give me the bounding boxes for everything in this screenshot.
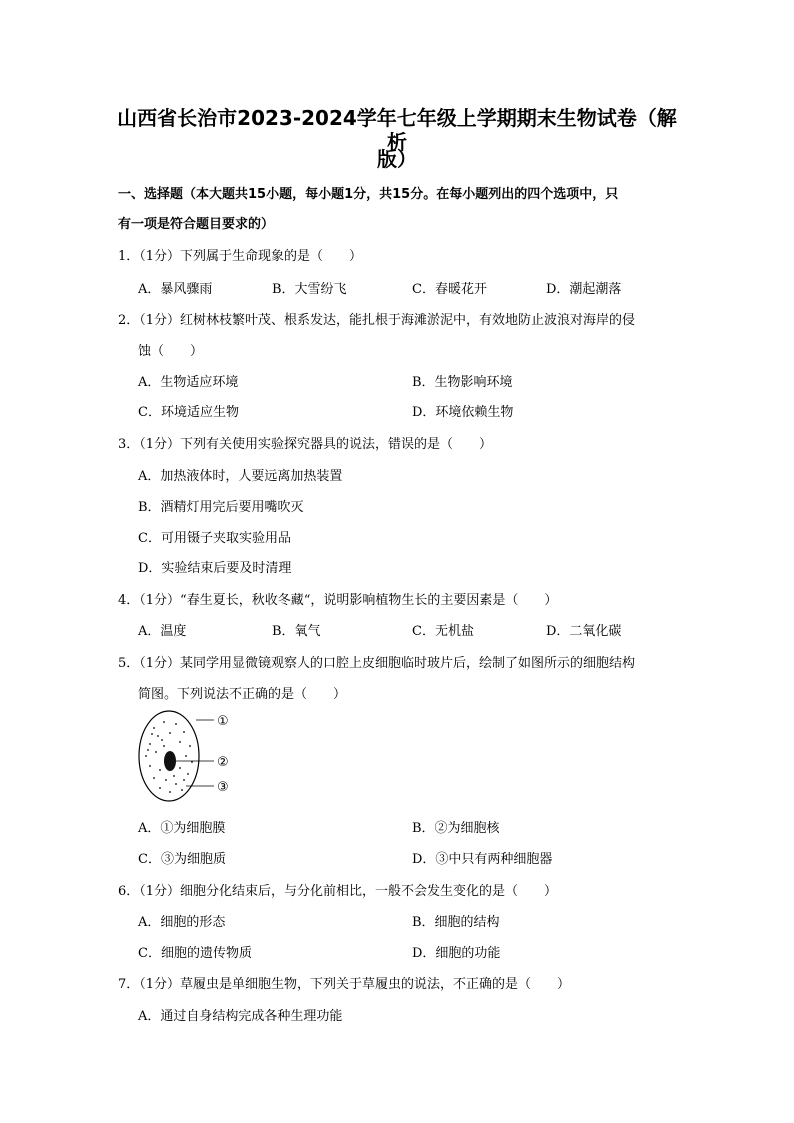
question-2-stem: 2．（1分）红树林枝繁叶茂、根系发达，能扎根于海滩淤泥中，有效地防止波浪对海岸的侵 xyxy=(118,313,636,328)
question-5-option-a: A．①为细胞膜 xyxy=(138,821,226,836)
question-3-option-a: A．加热液体时，人要远离加热装置 xyxy=(138,469,343,484)
diagram-label-2: ② xyxy=(217,755,229,770)
question-5-option-b: B．②为细胞核 xyxy=(412,821,500,836)
document-title-line1: 山西省长治市2023-2024学年七年级上学期期末生物试卷（解析 xyxy=(117,106,677,154)
diagram-label-1: ① xyxy=(217,714,229,729)
question-7-option-a: A．通过自身结构完成各种生理功能 xyxy=(138,1009,343,1024)
question-6-option-a: A．细胞的形态 xyxy=(138,915,226,930)
question-4-option-b: B．氧气 xyxy=(272,624,321,639)
question-4-option-a: A．温度 xyxy=(138,624,187,639)
cell-structure-diagram xyxy=(136,706,256,806)
question-2-option-b: B．生物影响环境 xyxy=(412,375,513,390)
question-5-stem-cont: 简图。下列说法不正确的是（ ） xyxy=(138,687,347,702)
cell-nucleus xyxy=(164,751,176,771)
question-5-stem: 5．（1分）某同学用显微镜观察人的口腔上皮细胞临时玻片后，绘制了如图所示的细胞结构 xyxy=(118,656,636,671)
question-6-option-d: D．细胞的功能 xyxy=(412,946,501,961)
question-3-option-b: B．酒精灯用完后要用嘴吹灭 xyxy=(138,500,304,515)
question-6-stem: 6．（1分）细胞分化结束后，与分化前相比，一般不会发生变化的是（ ） xyxy=(118,884,558,899)
question-2-option-c: C．环境适应生物 xyxy=(138,405,239,420)
question-4-option-d: D．二氧化碳 xyxy=(546,624,622,639)
question-6-option-c: C．细胞的遗传物质 xyxy=(138,946,252,961)
question-1-option-a: A．暴风骤雨 xyxy=(138,282,213,297)
question-5-option-d: D．③中只有两种细胞器 xyxy=(412,852,553,867)
question-2-stem-cont: 蚀（ ） xyxy=(138,344,204,359)
question-6-option-b: B．细胞的结构 xyxy=(412,915,500,930)
diagram-label-3: ③ xyxy=(217,780,229,795)
question-5-option-c: C．③为细胞质 xyxy=(138,852,226,867)
question-1-option-c: C．春暖花开 xyxy=(412,282,487,297)
question-4-option-c: C．无机盐 xyxy=(412,624,474,639)
question-2-option-d: D．环境依赖生物 xyxy=(412,405,514,420)
question-1-stem: 1．（1分）下列属于生命现象的是（ ） xyxy=(118,249,363,264)
question-3-stem: 3．（1分）下列有关使用实验探究器具的说法，错误的是（ ） xyxy=(118,437,493,452)
question-7-stem: 7．（1分）草履虫是单细胞生物，下列关于草履虫的说法，不正确的是（ ） xyxy=(118,977,571,992)
document-title-line2: 版） xyxy=(377,147,417,171)
question-2-option-a: A．生物适应环境 xyxy=(138,375,239,390)
question-1-option-d: D．潮起潮落 xyxy=(546,282,622,297)
question-3-option-c: C．可用镊子夹取实验用品 xyxy=(138,531,291,546)
section-heading-line2: 有一项是符合题目要求的） xyxy=(118,217,275,232)
section-heading-line1: 一、选择题（本大题共15小题，每小题1分，共15分。在每小题列出的四个选项中，只 xyxy=(118,187,619,202)
question-4-stem: 4．（1分）“春生夏长，秋收冬藏“，说明影响植物生长的主要因素是（ ） xyxy=(118,593,558,608)
question-1-option-b: B．大雪纷飞 xyxy=(272,282,347,297)
question-3-option-d: D．实验结束后要及时清理 xyxy=(138,561,292,576)
